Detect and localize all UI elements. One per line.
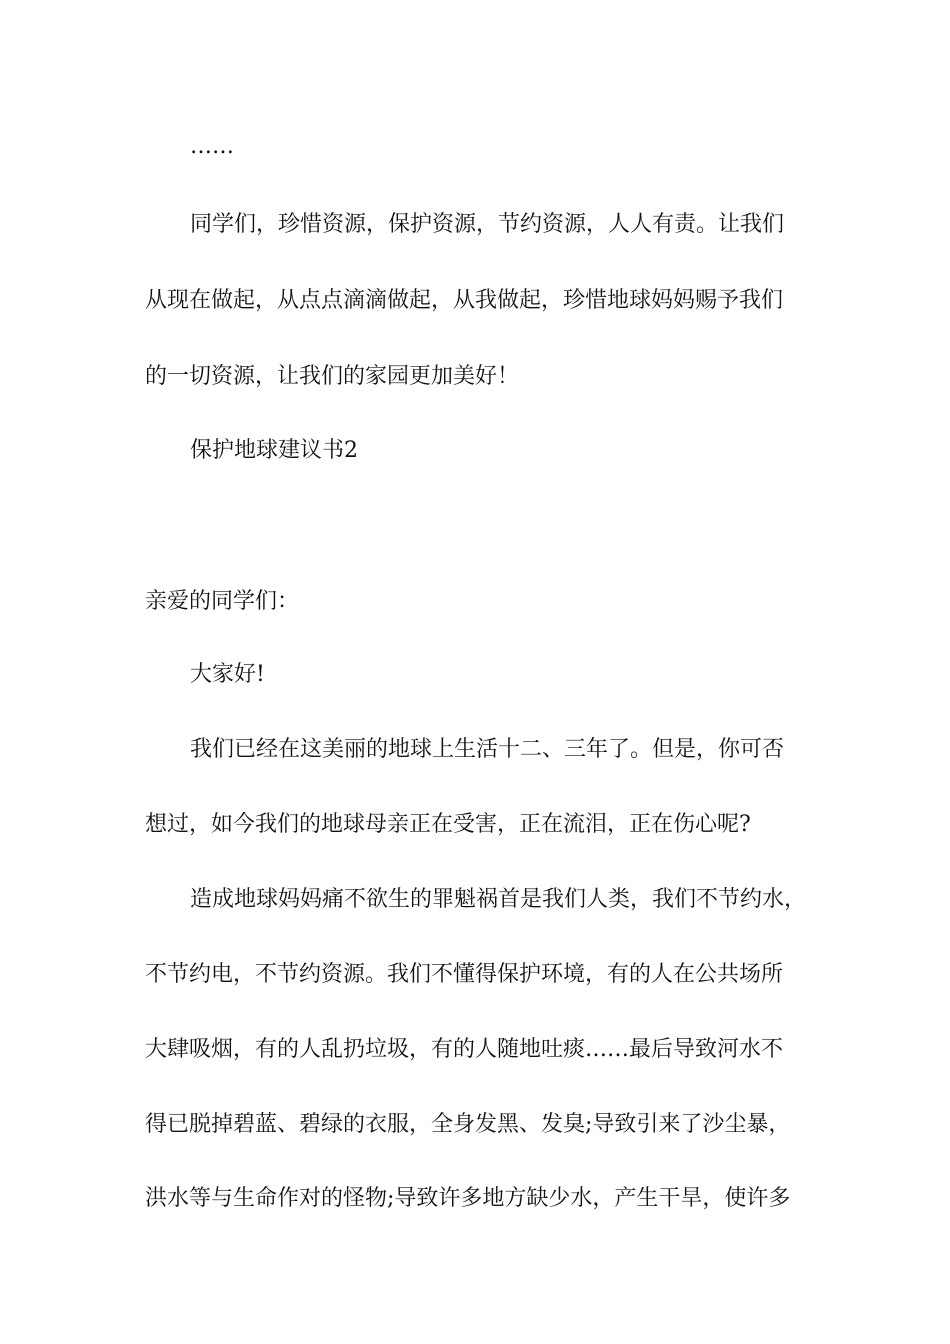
paragraph-line: 我们已经在这美丽的地球上生活十二、三年了。但是，你可否 — [190, 737, 785, 762]
ellipsis-line: …… — [190, 134, 234, 159]
paragraph-line: 同学们，珍惜资源，保护资源，节约资源，人人有责。让我们 — [190, 212, 785, 237]
paragraph-line: 从现在做起，从点点滴滴做起，从我做起，珍惜地球妈妈赐予我们 — [145, 288, 784, 313]
paragraph-line: 的一切资源，让我们的家园更加美好！ — [145, 364, 520, 389]
paragraph-line: 洪水等与生命作对的怪物;导致许多地方缺少水，产生干旱，使许多 — [145, 1186, 791, 1211]
greeting: 大家好! — [190, 662, 265, 687]
paragraph-line: 大肆吸烟，有的人乱扔垃圾，有的人随地吐痰……最后导致河水不 — [145, 1037, 784, 1062]
salutation: 亲爱的同学们： — [145, 589, 300, 614]
paragraph-line: 想过，如今我们的地球母亲正在受害，正在流泪，正在伤心呢? — [145, 812, 751, 837]
section-title: 保护地球建议书2 — [190, 438, 358, 463]
paragraph-line: 不节约电，不节约资源。我们不懂得保护环境，有的人在公共场所 — [145, 962, 784, 987]
paragraph-line: 得已脱掉碧蓝、碧绿的衣服，全身发黑、发臭;导致引来了沙尘暴， — [145, 1112, 791, 1137]
paragraph-line: 造成地球妈妈痛不欲生的罪魁祸首是我们人类，我们不节约水， — [190, 887, 807, 912]
